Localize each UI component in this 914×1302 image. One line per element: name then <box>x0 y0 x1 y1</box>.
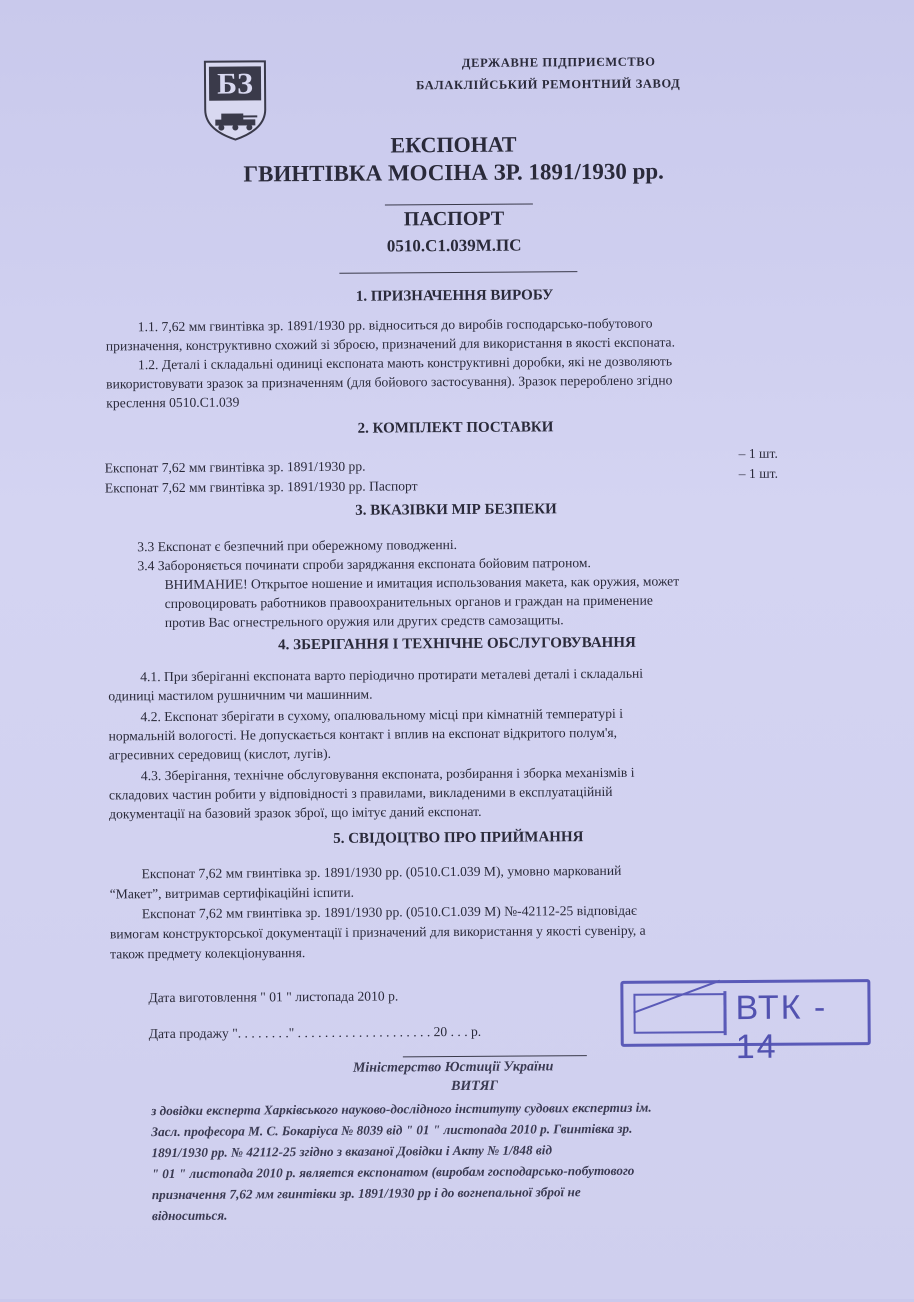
section-1-heading: 1. ПРИЗНАЧЕННЯ ВИРОБУ <box>355 287 554 305</box>
s1-p2-line1: 1.2. Деталі і складальні одиниці експоната мають конструктивні доробки, які не дозволяють <box>137 353 673 373</box>
s3-warning-line3: против Вас огнестрельного оружия или других средств самозащиты. <box>164 612 564 631</box>
excerpt-line1: з довідки експерта Харківського науково-дослідного інституту судових експертиз ім. <box>151 1099 652 1119</box>
s4-p2-line1: 4.2. Експонат зберігати в сухому, опалювальному місці при кімнатній температурі і <box>140 705 624 725</box>
doc-title-line2: ГВИНТІВКА МОСІНА ЗР. 1891/1930 рр. <box>243 158 664 187</box>
section-4-heading: 4. ЗБЕРІГАННЯ І ТЕХНІЧНЕ ОБСЛУГОВУВАННЯ <box>278 634 636 654</box>
org-name-line1: ДЕРЖАВНЕ ПІДПРИЄМСТВО <box>461 54 656 70</box>
doc-title-line1: ЕКСПОНАТ <box>390 131 517 158</box>
sale-date: Дата продажу ". . . . . . . ." . . . . . . . . . . . . . . . . . . . . 20 . . . р. <box>148 1023 482 1042</box>
s5-p2-line3: також предмету колекціонування. <box>110 945 306 962</box>
s4-p1-line2: одиниці мастилом рушничним чи машинним. <box>108 686 373 704</box>
s3-warning-line1: ВНИМАНИЕ! Открытое ношение и имитация использования макета, как оружия, может <box>164 573 680 593</box>
s1-p1-line2: призначення, конструктивно схожий зі зброєю, призначений для використання в якості експоната. <box>105 334 676 354</box>
divider <box>339 271 577 274</box>
kit-qty-1: – 1 шт. <box>738 445 778 462</box>
stamp-text: ВТК - 14 <box>735 988 828 1067</box>
s3-line2: 3.4 Забороняється починати спроби заряджання експоната бойовим патроном. <box>137 555 591 574</box>
s3-line1: 3.3 Експонат є безпечний при обережному поводженні. <box>137 536 458 555</box>
kit-item-2: Експонат 7,62 мм гвинтівка зр. 1891/1930 рр. Паспорт <box>104 478 418 496</box>
excerpt-line2: Засл. професора М. С. Бокаріуса № 8039 від " 01 " листопада 2010 р. Гвинтівка зр. <box>151 1120 633 1140</box>
ministry-name: Міністерство Юстиції України <box>352 1059 554 1076</box>
excerpt-line4: " 01 " листопада 2010 р. является експонатом (виробам господарсько-побутового <box>151 1162 635 1182</box>
doc-title-passport: ПАСПОРТ <box>403 207 505 231</box>
excerpt-line3: 1891/1930 рр. № 42112-25 згідно з вказаної Довідки і Акту № 1/848 від <box>151 1142 553 1161</box>
org-name-line2: БАЛАКЛІЙСЬКИЙ РЕМОНТНИЙ ЗАВОД <box>416 76 681 93</box>
s5-p2-line2: вимогам конструкторської документації і призначений для використання у якості сувеніру, а <box>109 922 646 942</box>
s5-p2-line1: Експонат 7,62 мм гвинтівка зр. 1891/1930 рр. (0510.С1.039 М) №-42112-25 відповідає <box>141 902 637 922</box>
s4-p1-line1: 4.1. При зберіганні експоната варто періодично протирати металеві деталі і складальні <box>140 665 644 685</box>
s5-p1-line2: “Макет”, витримав сертифікаційні іспити. <box>109 884 355 902</box>
excerpt-line6: відноситься. <box>151 1207 228 1224</box>
svg-text:БЗ: БЗ <box>217 67 253 101</box>
section-2-heading: 2. КОМПЛЕКТ ПОСТАВКИ <box>357 419 554 437</box>
section-3-heading: 3. ВКАЗІВКИ МІР БЕЗПЕКИ <box>355 501 557 519</box>
kit-qty-2: – 1 шт. <box>738 465 779 482</box>
s1-p1-line1: 1.1. 7,62 мм гвинтівка зр. 1891/1930 рр. відноситься до виробів господарсько-побутового <box>137 315 653 335</box>
s4-p2-line3: агресивних середовищ (кислот, лугів). <box>108 745 332 763</box>
factory-emblem-icon <box>201 57 270 141</box>
s1-p2-line2: використовувати зразок за призначенням (для бойового застосування). Зразок перероблено згідно <box>106 372 673 392</box>
kit-item-1: Експонат 7,62 мм гвинтівка зр. 1891/1930 рр. <box>104 458 366 476</box>
section-5-heading: 5. СВІДОЦТВО ПРО ПРИЙМАННЯ <box>333 829 584 847</box>
doc-title-code: 0510.С1.039М.ПС <box>386 235 522 256</box>
excerpt-title: ВИТЯГ <box>450 1078 498 1095</box>
manufacture-date: Дата виготовлення " 01 " листопада 2010 р. <box>148 988 399 1006</box>
divider <box>385 203 533 205</box>
s5-p1-line1: Експонат 7,62 мм гвинтівка зр. 1891/1930 рр. (0510.С1.039 М), умовно маркований <box>141 862 622 882</box>
s3-warning-line2: спровоцировать работников правоохранительных органов и граждан на применение <box>164 592 653 612</box>
s4-p3-line2: складових частин робити у відповідності з правилами, викладеними в експлуатаційній <box>108 783 613 803</box>
excerpt-line5: призначення 7,62 мм гвинтівки зр. 1891/1930 рр і до вогнепальної зброї не <box>151 1184 581 1203</box>
otk-stamp <box>620 979 870 1067</box>
s4-p3-line1: 4.3. Зберігання, технічне обслуговування експоната, розбирання і зборка механізмів і <box>140 764 635 784</box>
s1-p2-line3: креслення 0510.С1.039 <box>106 394 240 411</box>
s4-p2-line2: нормальній вологості. Не допускається контакт і вплив на експонат відкритого полум'я, <box>108 724 618 744</box>
s4-p3-line3: документації на базовий зразок зброї, що імітує даний експонат. <box>109 803 482 822</box>
